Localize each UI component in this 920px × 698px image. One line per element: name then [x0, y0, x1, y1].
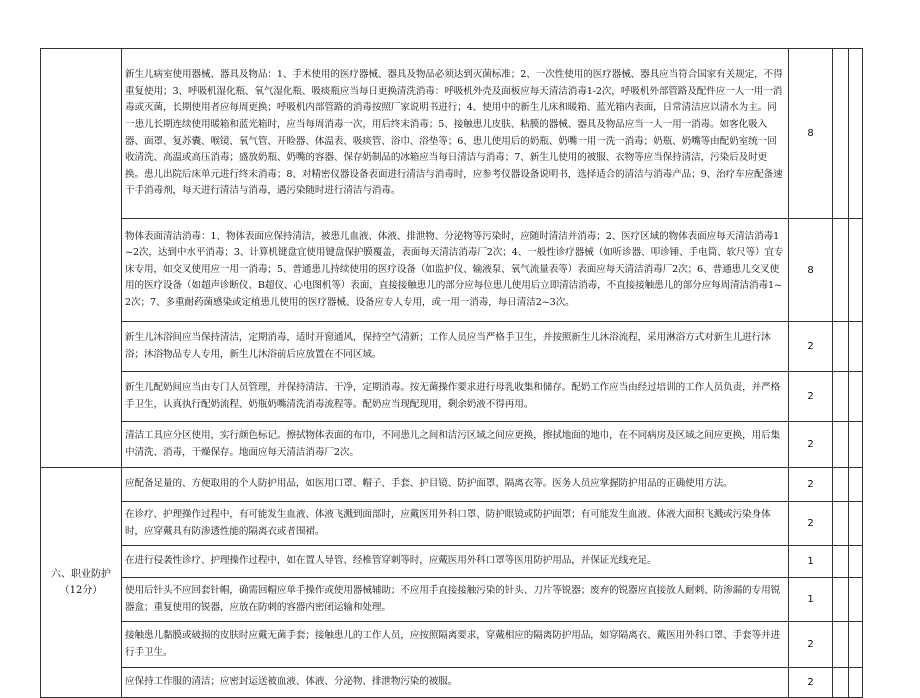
empty-cell — [849, 622, 863, 668]
table-row — [41, 668, 863, 698]
empty-cell — [833, 322, 849, 372]
score-cell: 2 — [789, 422, 833, 468]
empty-cell — [833, 49, 849, 219]
requirement-text: 应保持工作服的清洁；应密封运送被血液、体液、分泌物、排泄物污染的被服。 — [122, 668, 789, 698]
requirement-text: 在诊疗、护理操作过程中，有可能发生血液、体液飞溅到面部时，应戴医用外科口罩、防护眼镜或防护面罩；有可能发生血液、体液大面积飞溅或污染身体时，应穿戴具有防渗透性能的隔离衣或者围裙。 — [122, 502, 789, 546]
table-row — [41, 422, 863, 468]
requirement-text: 清洁工具应分区使用，实行颜色标记。擦拭物体表面的布巾，不同患儿之间和洁污区域之间应更换，擦拭地面的地巾，在不同病房及区域之间应更换，用后集中清洗、消毒，干燥保存。地面应每天清洁消毒厂2次。 — [122, 422, 789, 468]
score-cell: 2 — [789, 668, 833, 698]
table-row — [41, 468, 863, 502]
table-row — [41, 49, 863, 219]
requirement-text: 应配备足量的、方便取用的个人防护用品，如医用口罩、帽子、手套、护目镜、防护面罩、隔离衣等。医务人员应掌握防护用品的正确使用方法。 — [122, 468, 789, 502]
table-row — [41, 372, 863, 422]
empty-cell — [833, 668, 849, 698]
score-cell: 2 — [789, 322, 833, 372]
empty-cell — [849, 502, 863, 546]
score-cell: 2 — [789, 372, 833, 422]
requirement-text: 新生儿配奶间应当由专门人员管理，并保持清洁、干净，定期消毒。按无菌操作要求进行母乳收集和储存。配奶工作应当由经过培训的工作人员负责，并严格手卫生，认真执行配奶流程、奶瓶奶嘴清洗消毒流程等。配奶应当现配现用，剩余奶液不得再用。 — [122, 372, 789, 422]
table-row — [41, 502, 863, 546]
requirement-text: 接触患儿黏膜或破损的皮肤时应戴无菌手套；接触患儿的工作人员，应按照隔离要求，穿戴相应的隔离防护用品，如穿隔离衣、戴医用外科口罩、手套等并进行手卫生。 — [122, 622, 789, 668]
empty-cell — [849, 546, 863, 578]
table-row — [41, 322, 863, 372]
inspection-table — [40, 48, 863, 698]
score-cell: 1 — [789, 546, 833, 578]
empty-cell — [833, 372, 849, 422]
empty-cell — [833, 546, 849, 578]
empty-cell — [849, 668, 863, 698]
score-cell: 8 — [789, 219, 833, 322]
requirement-text: 使用后针头不应回套针帽，确需回帽应单手操作或使用器械辅助；不应用手直接接触污染的针头、刀片等锐器；废弃的锐器应直接放人耐刺、防渗漏的专用锐器盒；重复使用的锐器，应放在防刺的容器内密闭运输和处理。 — [122, 578, 789, 622]
table-row — [41, 546, 863, 578]
empty-cell — [849, 468, 863, 502]
score-cell: 2 — [789, 502, 833, 546]
requirement-text: 在进行侵袭性诊疗、护理操作过程中，如在置人导管、经椎管穿刺等时，应戴医用外科口罩等医用防护用品，并保证光线充足。 — [122, 546, 789, 578]
empty-cell — [833, 622, 849, 668]
empty-cell — [849, 219, 863, 322]
score-cell: 2 — [789, 468, 833, 502]
score-cell: 2 — [789, 622, 833, 668]
empty-cell — [849, 322, 863, 372]
empty-cell — [833, 468, 849, 502]
requirement-text: 新生儿沐浴间应当保持清洁，定期消毒，适时开窗通风，保持空气清新；工作人员应当严格手卫生，并按照新生儿沐浴流程，采用淋浴方式对新生儿进行沐浴；沐浴物品专人专用，新生儿沐浴前后应放置在不同区域。 — [122, 322, 789, 372]
empty-cell — [833, 502, 849, 546]
empty-cell — [833, 422, 849, 468]
empty-cell — [849, 372, 863, 422]
table-row — [41, 578, 863, 622]
empty-cell — [833, 219, 849, 322]
table-row — [41, 622, 863, 668]
empty-cell — [849, 578, 863, 622]
score-cell: 8 — [789, 49, 833, 219]
empty-cell — [849, 49, 863, 219]
requirement-text: 新生儿病室使用器械、器具及物品：1、手术使用的医疗器械、器具及物品必须达到灭菌标准；2、一次性使用的医疗器械、器具应当符合国家有关规定，不得重复使用；3、呼吸机湿化瓶、氧气湿化瓶、吸痰瓶应当每日更换清洗消毒：呼吸机外壳及面板应每天清洁消毒1-2次，呼吸机外部管路及配件应一人一用一消毒或灭菌，长期使用者应每周更换；呼吸机内部管路的消毒按照厂家说明书进行；4、使用中的新生儿床和暖箱、蓝光箱内表面，日常清洁应以清水为主。同一患儿长期连续使用暖箱和蓝光箱时，应当每周消毒一次，用后终末消毒；5、接触患儿皮肤、粘膜的器械、器具及物品应当一人一用一消毒。如客化吸入器、面罩、复苏囊、喉镜、氧气管、开睑器、体温表、吸痰管、浴巾、浴垫等；6、患儿使用后的奶瓶、奶嘴一用一洗一消毒；奶瓶、奶嘴等由配奶室统一回收清洗、高温或高压消毒；盛放奶瓶、奶嘴的容器、保存奶制品的冰箱应当每日清洁与消毒；7、新生儿使用的被服、衣物等应当保持清洁，污染后及时更换。患儿出院后床单元进行终末消毒；8、对精密仪器设备表面进行清洁与消毒时，应参考仪器设备说明书，选择适合的清洁与消毒产品；9、治疗车应配备速干手消毒剂，每天进行清洁与消毒，遇污染随时进行清洁与消毒。 — [122, 49, 789, 219]
table-row — [41, 219, 863, 322]
category-cell — [41, 49, 122, 468]
empty-cell — [833, 578, 849, 622]
score-cell: 1 — [789, 578, 833, 622]
category-cell: 六、职业防护（12分） — [41, 468, 122, 698]
empty-cell — [849, 422, 863, 468]
table-body — [41, 49, 863, 698]
requirement-text: 物体表面清洁消毒：1、物体表面应保持清洁，被患儿血液、体液、排泄物、分泌物等污染时，应随时清洁并消毒；2、医疗区域的物体表面应每天清洁消毒1~2次，达到中水平消毒；3、计算机键盘宜使用键盘保护膜覆盖，表面每天清洁消毒厂2次；4、一般性诊疗器械（如听诊器、叩诊锤、手电筒、软尺等）宜专床专用，如交叉使用应一用一消毒；5、普通患儿持续使用的医疗设备（如监护仪、输液泵、氧气流量表等）表面应每天清洁消毒厂2次；6、普通患儿交叉使用的医疗设备（如超声诊断仪、B超仪、心电图机等）表面，直接接触患儿的部分应每位患儿使用后立即清洁消毒，不直接接触患儿的部分应每周清洁消毒1~2次；7、多重耐药菌感染或定植患儿使用的医疗器械、设备应专人专用，或一用一消毒，每日清洁2~3次。 — [122, 219, 789, 322]
